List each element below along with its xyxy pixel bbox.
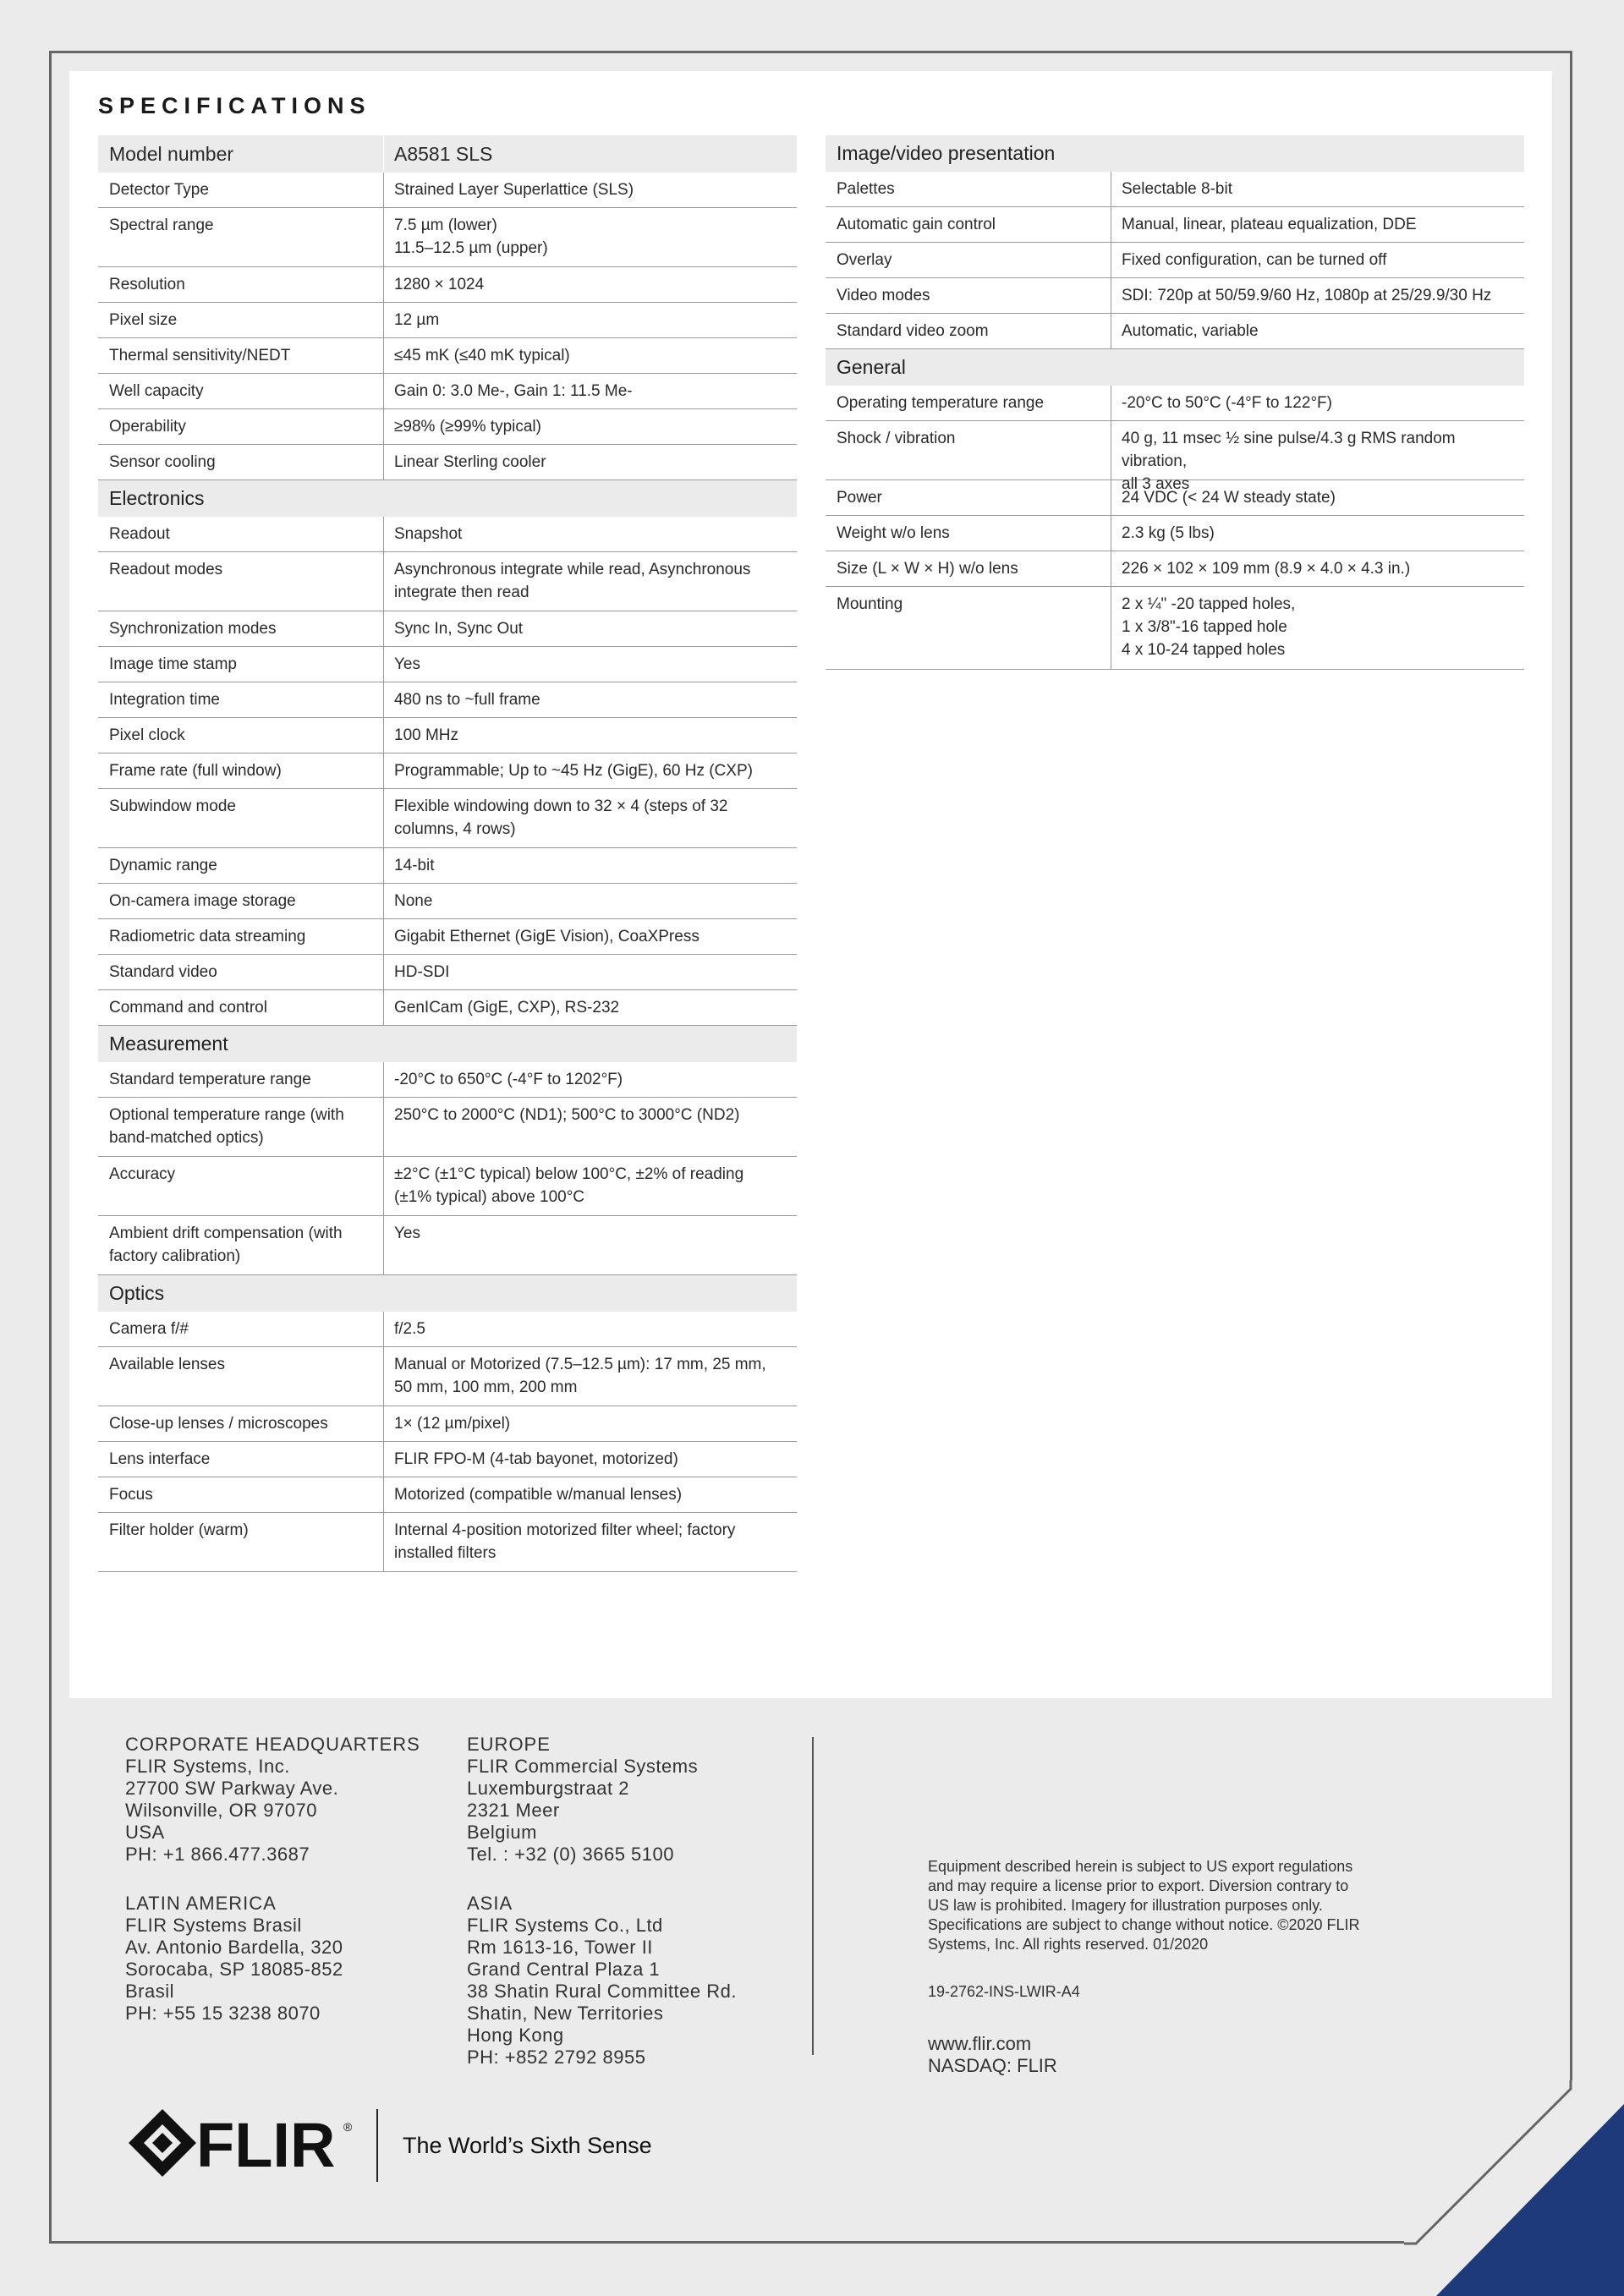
measurement-spec-rows — [98, 1062, 797, 1275]
spec-value: 2 x ¼" -20 tapped holes, 1 x 3/8"-16 tapped hole 4 x 10-24 tapped holes — [1122, 595, 1296, 659]
spec-row — [826, 386, 1524, 421]
corner-accent-triangle — [1436, 2104, 1624, 2296]
spec-row — [826, 480, 1524, 516]
spec-key: Video modes — [826, 278, 1111, 313]
spec-value: Yes — [394, 655, 420, 673]
spec-value: 24 VDC (< 24 W steady state) — [1122, 489, 1336, 507]
spec-key: Focus — [98, 1477, 384, 1512]
footer-latam-address: FLIR Systems Brasil Av. Antonio Bardella, 320 Sorocaba, SP 18085-852 Brasil PH: +55 15 3238 8070 — [125, 1915, 343, 2024]
spec-row — [98, 848, 797, 884]
footer-europe-address: FLIR Commercial Systems Luxemburgstraat 2 2321 Meer Belgium Tel. : +32 (0) 3665 5100 — [467, 1756, 699, 1865]
spec-row — [826, 421, 1524, 493]
spec-value: 12 µm — [394, 311, 440, 329]
spec-row — [826, 207, 1524, 243]
spec-value: 226 × 102 × 109 mm (8.9 × 4.0 × 4.3 in.) — [1122, 560, 1411, 578]
spec-key: Command and control — [98, 990, 384, 1025]
spec-row — [98, 1513, 797, 1572]
spec-row — [98, 884, 797, 919]
spec-row — [98, 789, 797, 848]
spec-key: Sensor cooling — [98, 445, 384, 479]
spec-row — [98, 1442, 797, 1477]
spec-key: Subwindow mode — [98, 789, 384, 847]
spec-row — [98, 611, 797, 647]
spec-row — [826, 172, 1524, 207]
spec-column-left — [98, 135, 797, 1572]
spec-row — [98, 990, 797, 1026]
spec-key: On-camera image storage — [98, 884, 384, 918]
section-heading-image-video: Image/video presentation — [826, 135, 1524, 172]
spec-key: Readout modes — [98, 552, 384, 611]
spec-key: Model number — [98, 135, 384, 173]
footer-hq-heading: CORPORATE HEADQUARTERS — [125, 1734, 420, 1755]
spec-key: Optional temperature range (with band-matched optics) — [98, 1098, 384, 1156]
spec-value: 1280 × 1024 — [394, 276, 485, 293]
spec-key: Available lenses — [98, 1347, 384, 1406]
spec-row — [98, 919, 797, 955]
footer-hq — [125, 1734, 420, 1866]
section-heading-measurement: Measurement — [98, 1026, 797, 1062]
spec-value: Internal 4-position motorized filter wheel; factory installed filters — [394, 1521, 736, 1562]
spec-value: ≤45 mK (≤40 mK typical) — [394, 347, 570, 364]
spec-value: HD-SDI — [394, 963, 450, 981]
footer-latam — [125, 1893, 343, 2025]
spec-row — [98, 552, 797, 611]
spec-row — [98, 718, 797, 753]
spec-value: Gain 0: 3.0 Me-, Gain 1: 11.5 Me- — [394, 382, 633, 400]
spec-value: Selectable 8-bit — [1122, 180, 1232, 198]
spec-value: A8581 SLS — [394, 143, 493, 165]
spec-row — [98, 1312, 797, 1347]
spec-key: Automatic gain control — [826, 207, 1111, 242]
spec-value: Manual or Motorized (7.5–12.5 µm): 17 mm, 25 mm, 50 mm, 100 mm, 200 mm — [394, 1356, 766, 1396]
section-heading-general: General — [826, 349, 1524, 386]
spec-value: Strained Layer Superlattice (SLS) — [394, 181, 634, 199]
spec-key: Palettes — [826, 172, 1111, 206]
spec-key: Operability — [98, 409, 384, 444]
spec-row — [826, 516, 1524, 551]
spec-row — [98, 1216, 797, 1275]
spec-key: Operating temperature range — [826, 386, 1111, 420]
footer-asia-heading: ASIA — [467, 1893, 513, 1914]
spec-value: Flexible windowing down to 32 × 4 (steps of 32 columns, 4 rows) — [394, 797, 728, 838]
spec-key: Resolution — [98, 267, 384, 302]
spec-key: Dynamic range — [98, 848, 384, 883]
spec-value: Gigabit Ethernet (GigE Vision), CoaXPress — [394, 928, 700, 945]
spec-key: Standard temperature range — [98, 1062, 384, 1097]
spec-value: f/2.5 — [394, 1320, 425, 1338]
spec-value: ±2°C (±1°C typical) below 100°C, ±2% of reading (±1% typical) above 100°C — [394, 1165, 744, 1206]
optics-spec-rows — [98, 1312, 797, 1572]
footer-hq-address: FLIR Systems, Inc. 27700 SW Parkway Ave. Wilsonville, OR 97070 USA PH: +1 866.477.3687 — [125, 1756, 339, 1865]
spec-row — [826, 551, 1524, 587]
footer-divider — [812, 1737, 814, 2055]
spec-key: Overlay — [826, 243, 1111, 277]
spec-value: Sync In, Sync Out — [394, 620, 524, 638]
spec-key: Close-up lenses / microscopes — [98, 1406, 384, 1441]
spec-row — [98, 647, 797, 682]
spec-row — [98, 1098, 797, 1157]
svg-text:®: ® — [343, 2120, 353, 2134]
spec-key: Pixel size — [98, 303, 384, 337]
spec-key: Detector Type — [98, 173, 384, 207]
spec-value: 7.5 µm (lower) 11.5–12.5 µm (upper) — [394, 216, 548, 257]
logo-divider — [376, 2109, 378, 2182]
spec-value: Linear Sterling cooler — [394, 453, 546, 471]
spec-row — [98, 409, 797, 445]
spec-key: Mounting — [826, 587, 1111, 669]
footer-latam-heading: LATIN AMERICA — [125, 1893, 277, 1914]
model-number-row — [98, 135, 797, 173]
spec-row — [826, 314, 1524, 349]
section-heading-electronics: Electronics — [98, 480, 797, 517]
footer-europe — [467, 1734, 698, 1866]
spec-key: Shock / vibration — [826, 421, 1111, 479]
electronics-spec-rows — [98, 517, 797, 1026]
spec-key: Integration time — [98, 682, 384, 717]
spec-value: Manual, linear, plateau equalization, DDE — [1122, 216, 1417, 233]
spec-value: 14-bit — [394, 857, 435, 874]
spec-value: 250°C to 2000°C (ND1); 500°C to 3000°C (ND2) — [394, 1106, 740, 1124]
legal-notice: Equipment described herein is subject to US export regulations and may require a license prior to export. Diversion contrary to US law is prohibited. Imagery for illustration purposes only. Specifications are subject to change without notice. ©2020 FLIR Systems, Inc. All rights reserved. 01/2020 — [928, 1858, 1360, 1953]
spec-value: 480 ns to ~full frame — [394, 691, 540, 709]
spec-row — [98, 208, 797, 267]
spec-key: Size (L × W × H) w/o lens — [826, 551, 1111, 586]
spec-value: -20°C to 650°C (-4°F to 1202°F) — [394, 1071, 623, 1088]
footer-asia — [467, 1893, 737, 2069]
spec-value: Automatic, variable — [1122, 322, 1259, 340]
spec-key: Thermal sensitivity/NEDT — [98, 338, 384, 373]
spec-row — [98, 753, 797, 789]
spec-value: Motorized (compatible w/manual lenses) — [394, 1486, 683, 1504]
page-title: SPECIFICATIONS — [98, 93, 371, 118]
footer-europe-heading: EUROPE — [467, 1734, 551, 1755]
spec-value: 2.3 kg (5 lbs) — [1122, 524, 1215, 542]
spec-key: Readout — [98, 517, 384, 551]
spec-key: Camera f/# — [98, 1312, 384, 1346]
spec-row — [826, 243, 1524, 278]
spec-key: Weight w/o lens — [826, 516, 1111, 551]
spec-row — [98, 445, 797, 480]
spec-key: Filter holder (warm) — [98, 1513, 384, 1571]
spec-row — [98, 173, 797, 208]
spec-value: FLIR FPO-M (4-tab bayonet, motorized) — [394, 1450, 678, 1468]
spec-row — [98, 1157, 797, 1216]
spec-value: None — [394, 892, 433, 910]
spec-row — [826, 278, 1524, 314]
spec-row — [98, 1347, 797, 1406]
tagline: The World’s Sixth Sense — [403, 2133, 652, 2158]
image-video-spec-rows — [826, 172, 1524, 349]
spec-row — [98, 338, 797, 374]
spec-value: Snapshot — [394, 525, 463, 543]
spec-column-right — [826, 135, 1524, 670]
spec-row — [98, 303, 797, 338]
spec-row — [826, 587, 1524, 670]
spec-key: Synchronization modes — [98, 611, 384, 646]
spec-value: 100 MHz — [394, 726, 459, 744]
spec-row — [98, 1406, 797, 1442]
spec-row — [98, 1477, 797, 1513]
spec-key: Power — [826, 480, 1111, 515]
spec-value: SDI: 720p at 50/59.9/60 Hz, 1080p at 25/29.9/30 Hz — [1122, 287, 1492, 304]
document-number: 19-2762-INS-LWIR-A4 — [928, 1983, 1080, 2000]
spec-key: Well capacity — [98, 374, 384, 408]
spec-value: Yes — [394, 1225, 420, 1242]
spec-key: Standard video zoom — [826, 314, 1111, 348]
spec-row — [98, 517, 797, 552]
spec-key: Pixel clock — [98, 718, 384, 753]
spec-row — [98, 1062, 797, 1098]
spec-value: Asynchronous integrate while read, Asynchronous integrate then read — [394, 561, 751, 601]
spec-value: 40 g, 11 msec ½ sine pulse/4.3 g RMS random vibration, all 3 axes — [1122, 430, 1456, 493]
spec-key: Lens interface — [98, 1442, 384, 1477]
section-heading-optics: Optics — [98, 1275, 797, 1312]
footer-web — [928, 2033, 1057, 2077]
flir-diamond-icon — [129, 2109, 196, 2177]
spec-value: GenICam (GigE, CXP), RS-232 — [394, 999, 620, 1016]
spec-key: Spectral range — [98, 208, 384, 266]
spec-value: Fixed configuration, can be turned off — [1122, 251, 1387, 269]
spec-row — [98, 682, 797, 718]
spec-value: -20°C to 50°C (-4°F to 122°F) — [1122, 394, 1332, 412]
spec-key: Image time stamp — [98, 647, 384, 682]
website-link[interactable]: www.flir.com — [928, 2033, 1032, 2054]
spec-value: ≥98% (≥99% typical) — [394, 418, 541, 436]
flir-logo-text: FLIR — [196, 2110, 336, 2180]
spec-row — [98, 374, 797, 409]
spec-key: Standard video — [98, 955, 384, 989]
spec-value: 1× (12 µm/pixel) — [394, 1415, 511, 1433]
spec-row — [98, 267, 797, 303]
general-spec-rows — [98, 173, 797, 480]
spec-key: Ambient drift compensation (with factory calibration) — [98, 1216, 384, 1274]
spec-key: Accuracy — [98, 1157, 384, 1215]
spec-key: Frame rate (full window) — [98, 753, 384, 788]
nasdaq-ticker: NASDAQ: FLIR — [928, 2055, 1057, 2076]
spec-value: Programmable; Up to ~45 Hz (GigE), 60 Hz (CXP) — [394, 762, 753, 780]
general-spec-rows-right — [826, 386, 1524, 670]
spec-row — [98, 955, 797, 990]
spec-key: Radiometric data streaming — [98, 919, 384, 954]
footer-asia-address: FLIR Systems Co., Ltd Rm 1613-16, Tower II Grand Central Plaza 1 38 Shatin Rural Committee Rd. Shatin, New Territories Hong Kong PH: +852 2792 8955 — [467, 1915, 737, 2068]
